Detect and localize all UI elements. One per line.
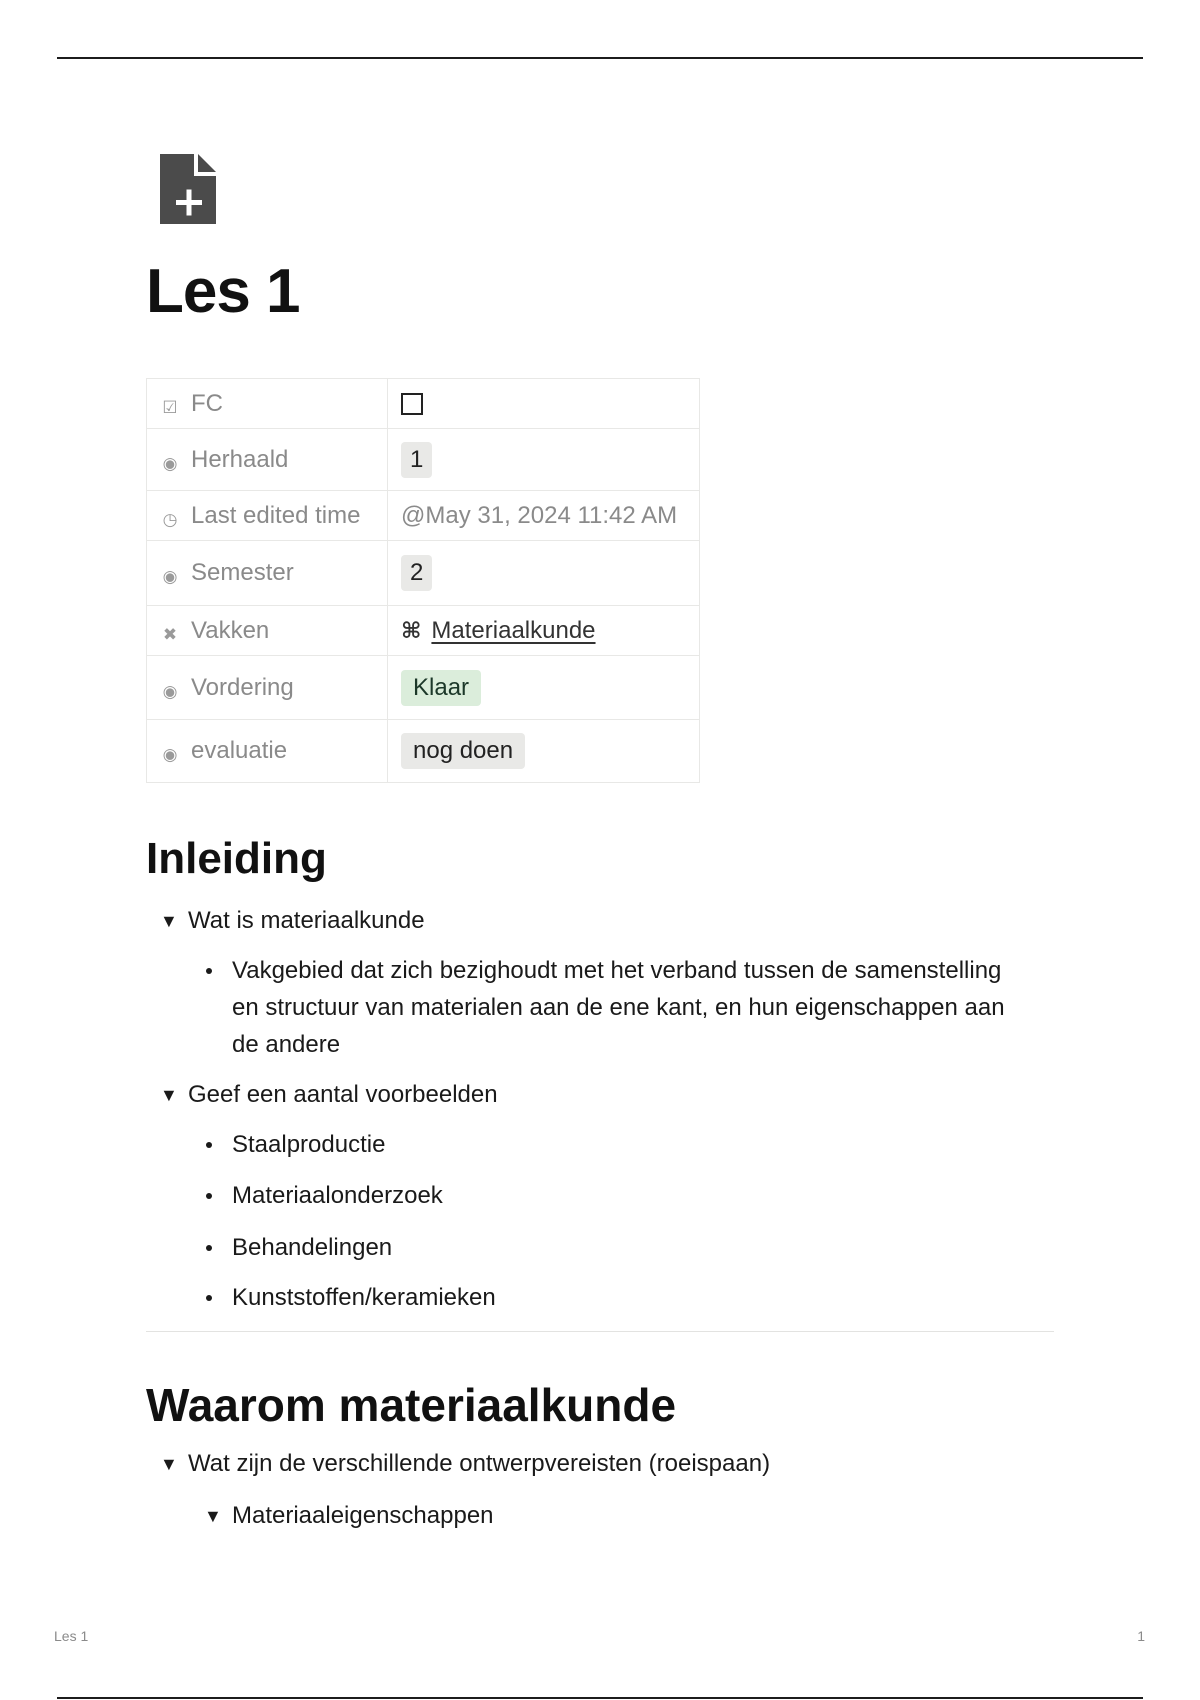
command-icon: ⌘ xyxy=(401,617,422,643)
divider xyxy=(146,1331,1054,1332)
property-name: Last edited time xyxy=(191,501,361,529)
heading-waarom-materiaalkunde: Waarom materiaalkunde xyxy=(146,1379,677,1431)
properties-table xyxy=(146,378,700,783)
toggle-label: Materiaaleigenschappen xyxy=(232,1502,494,1529)
property-value-cell[interactable] xyxy=(388,656,700,720)
vordering-tag[interactable]: Klaar xyxy=(401,670,481,706)
select-property-icon: ◉ xyxy=(162,745,178,764)
semester-tag[interactable]: 2 xyxy=(401,555,432,591)
property-value-cell[interactable] xyxy=(388,429,700,491)
fc-checkbox[interactable] xyxy=(401,393,423,415)
heading-inleiding: Inleiding xyxy=(146,834,327,883)
property-name: Vordering xyxy=(191,673,294,701)
property-name-cell xyxy=(147,491,388,541)
property-name-cell xyxy=(147,720,388,783)
list-item: Materiaalonderzoek xyxy=(232,1177,443,1214)
property-row-vordering xyxy=(147,656,700,720)
property-name: Vakken xyxy=(191,616,270,644)
list-item: Vakgebied dat zich bezighoudt met het verband tussen de samenstelling en structuur van materialen aan de ene kant, en hun eigenschappen aan de andere xyxy=(232,952,1012,1063)
property-name-cell xyxy=(147,656,388,720)
checkbox-property-icon: ☑ xyxy=(162,397,178,417)
property-name-cell xyxy=(147,429,388,491)
clock-icon: ◷ xyxy=(162,509,178,529)
evaluatie-tag[interactable]: nog doen xyxy=(401,733,525,769)
toggle-label: Wat zijn de verschillende ontwerpvereisten (roeispaan) xyxy=(188,1450,771,1477)
property-row-last-edited xyxy=(147,491,700,541)
select-property-icon: ◉ xyxy=(162,453,178,473)
property-name-cell xyxy=(147,379,388,429)
property-name-cell xyxy=(147,606,388,656)
list-item: Kunststoffen/keramieken xyxy=(232,1279,496,1316)
property-row-vakken xyxy=(147,606,700,656)
top-rule xyxy=(57,57,1143,59)
vakken-relation-link[interactable]: Materiaalkunde xyxy=(431,616,596,644)
file-plus-icon xyxy=(160,154,218,224)
toggle-voorbeelden[interactable] xyxy=(160,1080,498,1110)
select-property-icon: ◉ xyxy=(162,567,178,586)
relation-icon: ✖ xyxy=(162,624,178,644)
property-value-cell[interactable] xyxy=(388,606,700,656)
page-title: Les 1 xyxy=(146,257,300,326)
property-value-cell[interactable] xyxy=(388,720,700,783)
toggle-ontwerpvereisten[interactable] xyxy=(160,1449,770,1479)
toggle-materiaaleigenschappen[interactable] xyxy=(204,1501,494,1531)
property-value-cell xyxy=(388,491,700,541)
property-row-herhaald xyxy=(147,429,700,491)
last-edited-date: @May 31, 2024 11:42 AM xyxy=(401,501,678,529)
property-row-evaluatie xyxy=(147,720,700,783)
toggle-triangle-icon[interactable]: ▼ xyxy=(160,1454,178,1474)
bottom-rule xyxy=(57,1697,1143,1699)
toggle-triangle-icon[interactable]: ▼ xyxy=(160,1085,178,1105)
footer-page-title: Les 1 xyxy=(54,1628,89,1644)
toggle-triangle-icon[interactable]: ▼ xyxy=(160,911,178,931)
property-name: FC xyxy=(191,389,223,417)
list-item: Behandelingen xyxy=(232,1229,392,1266)
property-row-semester xyxy=(147,541,700,606)
toggle-label: Wat is materiaalkunde xyxy=(188,907,425,934)
property-name: Herhaald xyxy=(191,445,289,473)
list-item: Staalproductie xyxy=(232,1126,385,1163)
select-property-icon: ◉ xyxy=(162,681,178,701)
footer-page-number: 1 xyxy=(1137,1628,1145,1644)
property-name-cell xyxy=(147,541,388,606)
property-row-fc xyxy=(147,379,700,429)
property-value-cell[interactable] xyxy=(388,379,700,429)
property-name: evaluatie xyxy=(191,737,288,764)
toggle-wat-is-materiaalkunde[interactable] xyxy=(160,906,425,936)
property-value-cell[interactable] xyxy=(388,541,700,606)
toggle-label: Geef een aantal voorbeelden xyxy=(188,1081,498,1108)
property-name: Semester xyxy=(191,559,294,586)
toggle-triangle-icon[interactable]: ▼ xyxy=(204,1506,222,1526)
herhaald-tag[interactable]: 1 xyxy=(401,442,432,478)
